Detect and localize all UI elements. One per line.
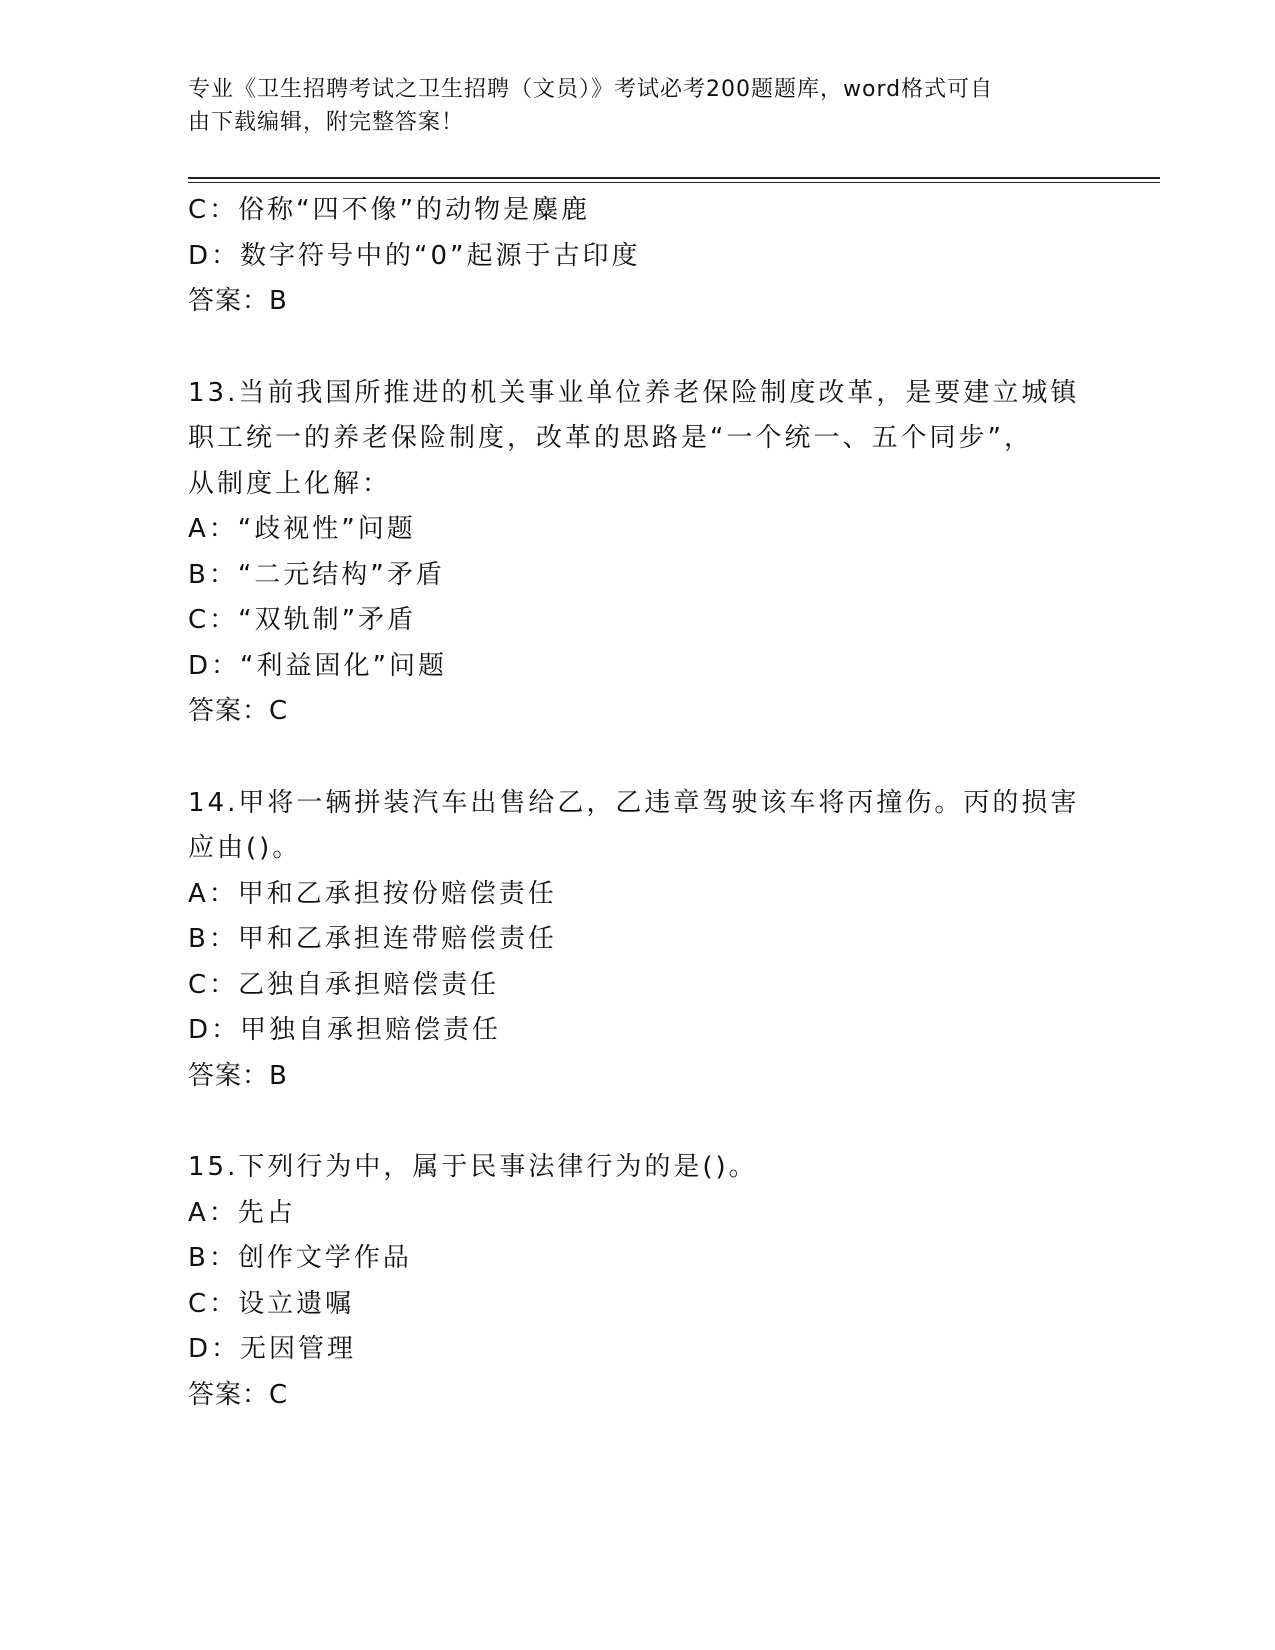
question-content: [188, 188, 1088, 1418]
answer-line: 答案：B: [188, 1060, 288, 1091]
spacer: [188, 735, 1088, 781]
answer-line: 答案：C: [188, 1379, 289, 1410]
spacer: [188, 1099, 1088, 1145]
question-stem-line: 14.甲将一辆拼装汽车出售给乙，乙违章驾驶该车将丙撞伤。丙的损害: [188, 787, 1080, 818]
question-15: [188, 1145, 1088, 1418]
option-a: A：“歧视性”问题: [188, 514, 416, 544]
option-c: C：设立遗嘱: [188, 1288, 355, 1319]
option-b: B：“二元结构”矛盾: [188, 559, 445, 590]
document-header: [188, 73, 1088, 139]
option-d: D：甲独自承担赔偿责任: [188, 1015, 502, 1045]
question-14: [188, 781, 1088, 1100]
question-stem-line: 应由()。: [188, 833, 302, 863]
question-stem-line: 职工统一的养老保险制度，改革的思路是“一个统一、五个同步”，: [188, 423, 1033, 453]
answer-line: 答案：B: [188, 286, 288, 316]
spacer: [188, 325, 1088, 371]
option-a: A：先占: [188, 1197, 296, 1228]
header-divider-thick: [188, 177, 1160, 179]
option-c: C：乙独自承担赔偿责任: [188, 969, 500, 1000]
option-a: A：甲和乙承担按份赔偿责任: [188, 878, 557, 909]
option-c: C：俗称“四不像”的动物是麋鹿: [188, 195, 591, 225]
option-c: C：“双轨制”矛盾: [188, 605, 417, 635]
option-b: B：创作文学作品: [188, 1243, 412, 1273]
previous-question-tail: [188, 188, 1088, 325]
question-stem-line: 13.当前我国所推进的机关事业单位养老保险制度改革，是要建立城镇: [188, 377, 1080, 408]
question-stem-line: 从制度上化解：: [188, 468, 392, 499]
option-d: D：无因管理: [188, 1334, 357, 1364]
option-d: D：“利益固化”问题: [188, 650, 447, 681]
header-line-2: 由下载编辑，附完整答案！: [188, 110, 465, 135]
question-13: [188, 371, 1088, 735]
option-b: B：甲和乙承担连带赔偿责任: [188, 924, 557, 954]
header-line-1: 专业《卫生招聘考试之卫生招聘（文员）》考试必考200题题库，word格式可自: [188, 77, 994, 102]
header-divider-thin: [188, 182, 1160, 183]
question-stem-line: 15.下列行为中，属于民事法律行为的是()。: [188, 1152, 758, 1182]
answer-line: 答案：C: [188, 696, 289, 726]
option-d: D：数字符号中的“0”起源于古印度: [188, 240, 641, 271]
